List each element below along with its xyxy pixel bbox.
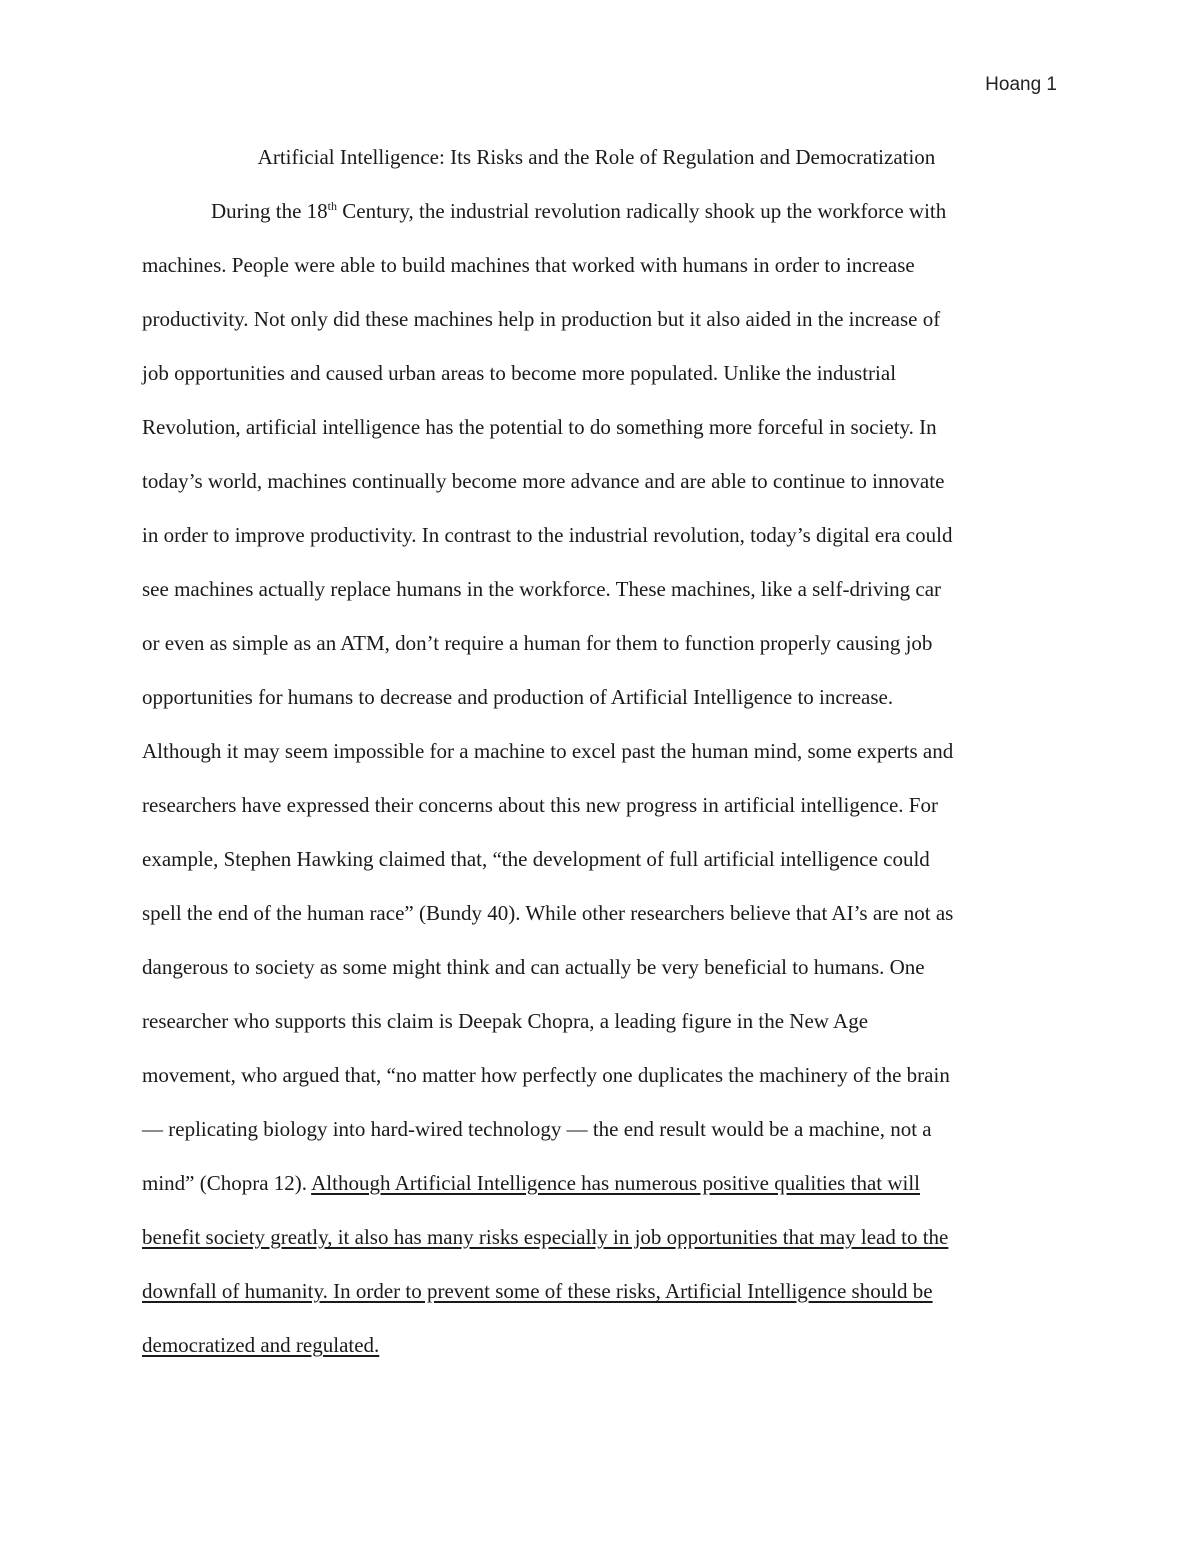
- paragraph-line: or even as simple as an ATM, don’t require a human for them to function properly causing job: [142, 631, 933, 655]
- paragraph-line: During the 18th Century, the industrial revolution radically shook up the workforce with: [211, 199, 947, 223]
- paragraph-line: — replicating biology into hard-wired technology — the end result would be a machine, not a: [142, 1117, 932, 1141]
- paragraph-line: spell the end of the human race” (Bundy 40). While other researchers believe that AI’s are not as: [142, 901, 954, 925]
- thesis-statement: downfall of humanity. In order to prevent some of these risks, Artificial Intelligence should be: [142, 1279, 933, 1303]
- paragraph-line: machines. People were able to build machines that worked with humans in order to increase: [142, 253, 915, 277]
- paragraph-line: in order to improve productivity. In contrast to the industrial revolution, today’s digital era could: [142, 523, 953, 547]
- paragraph-line: mind” (Chopra 12). Although Artificial Intelligence has numerous positive qualities that will: [142, 1171, 921, 1195]
- paragraph-line: see machines actually replace humans in the workforce. These machines, like a self-driving car: [142, 577, 942, 601]
- paragraph-line: opportunities for humans to decrease and production of Artificial Intelligence to increase.: [142, 685, 894, 709]
- ordinal-superscript: th: [327, 199, 337, 213]
- paragraph-line: Revolution, artificial intelligence has the potential to do something more forceful in society. In: [142, 415, 937, 439]
- paragraph-line: movement, who argued that, “no matter how perfectly one duplicates the machinery of the brain: [142, 1063, 950, 1087]
- paragraph-line: Although it may seem impossible for a machine to excel past the human mind, some experts and: [142, 739, 954, 763]
- paragraph-line: [142, 1276, 933, 1306]
- paragraph-line: example, Stephen Hawking claimed that, “the development of full artificial intelligence could: [142, 847, 930, 871]
- paragraph-line: researcher who supports this claim is Deepak Chopra, a leading figure in the New Age: [142, 1009, 869, 1033]
- paragraph-line: [142, 1222, 948, 1252]
- essay-title: Artificial Intelligence: Its Risks and the Role of Regulation and Democratization: [257, 145, 936, 169]
- paragraph-line: researchers have expressed their concerns about this new progress in artificial intelligence. For: [142, 793, 938, 817]
- paragraph-line: today’s world, machines continually become more advance and are able to continue to innovate: [142, 469, 945, 493]
- thesis-statement: benefit society greatly, it also has many risks especially in job opportunities that may lead to the: [142, 1225, 949, 1249]
- paragraph-line: job opportunities and caused urban areas to become more populated. Unlike the industrial: [142, 361, 897, 385]
- thesis-statement: Although Artificial Intelligence has numerous positive qualities that will: [311, 1171, 921, 1195]
- thesis-statement: democratized and regulated.: [142, 1333, 380, 1357]
- paragraph-line: productivity. Not only did these machines help in production but it also aided in the increase of: [142, 307, 941, 331]
- paragraph-line: [142, 1330, 379, 1360]
- paragraph-line: dangerous to society as some might think and can actually be very beneficial to humans. One: [142, 955, 925, 979]
- running-head: Hoang 1: [985, 74, 1057, 95]
